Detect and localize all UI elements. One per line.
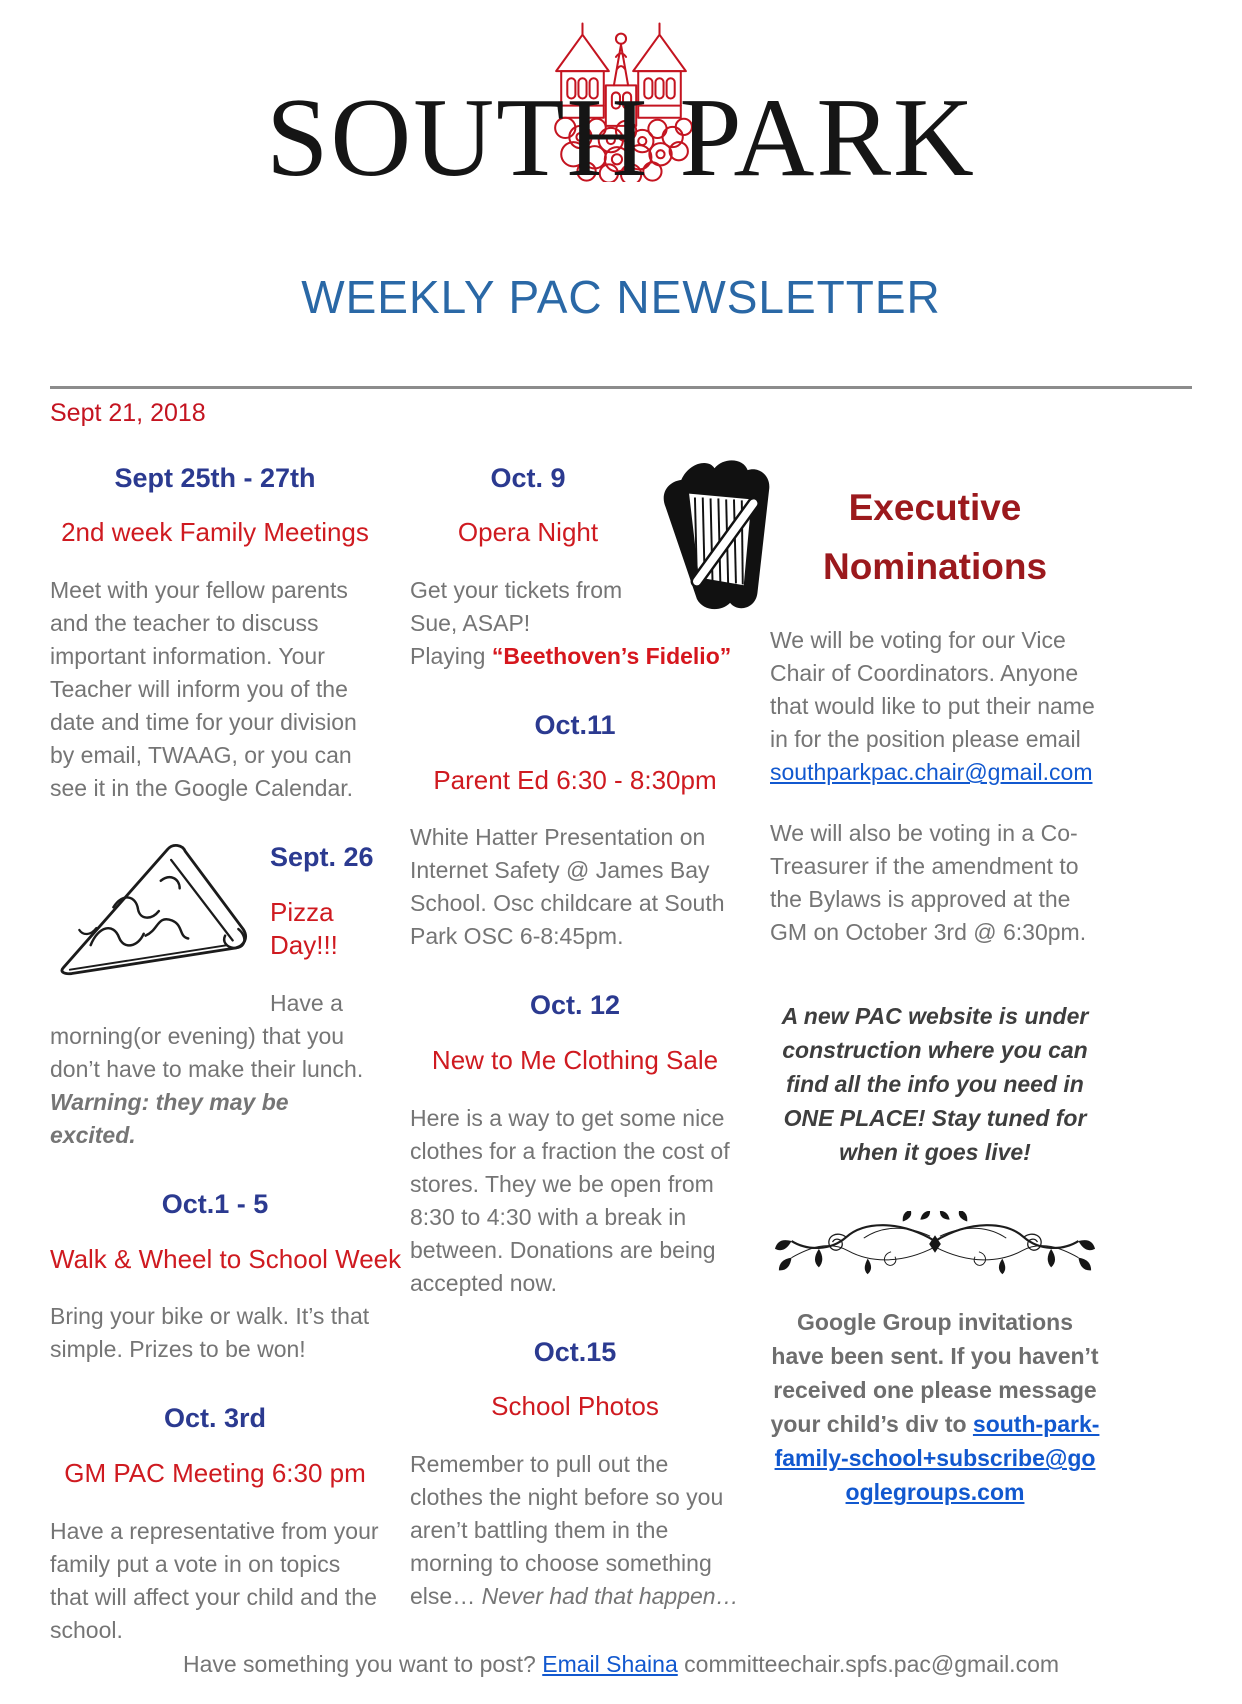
google-group-paragraph [770, 1305, 1100, 1509]
event-date-heading: Oct.1 - 5 [161, 1189, 269, 1220]
google-group-subscribe-link[interactable]: south-park-family-school+subscribe@googlegroups.com [774, 1411, 1100, 1506]
logo [50, 0, 1192, 256]
event-gm-pac-meeting [50, 1402, 380, 1646]
header-divider-line [50, 386, 1192, 389]
email-shaina-link[interactable]: Email Shaina [542, 1651, 678, 1677]
pac-website-notice: A new PAC website is under construction where you can find all the info you need in ONE PLACE! Stay tuned for when it goes live! [781, 1003, 1089, 1166]
event-title: Pizza Day!!! [270, 896, 338, 961]
event-pizza-day [50, 841, 380, 1152]
pizza-slice-icon [50, 841, 262, 983]
event-body-text: Have a morning(or evening) that you don’t have to make their lunch. [50, 990, 364, 1083]
event-title: Opera Night [457, 517, 599, 548]
event-opera-night [410, 462, 740, 673]
harp-icon [652, 456, 774, 618]
nominations-paragraph [770, 624, 1100, 789]
column-middle [410, 462, 740, 1613]
event-body-italic: Never had that happen… [481, 1582, 739, 1609]
paragraph-text: We will be voting for our Vice Chair of Coordinators. Anyone that would like to put their name in for the position please email [770, 627, 1095, 753]
event-clothing-sale [410, 989, 740, 1299]
event-body: Here is a way to get some nice clothes for a fraction the cost of stores. They we be open from 8:30 to 4:30 with a break in between. Donations are being accepted now. [410, 1104, 730, 1296]
footer [0, 1651, 1242, 1678]
content-columns [50, 462, 1192, 1647]
pac-chair-email-link[interactable]: southparkpac.chair@gmail.com [770, 759, 1093, 786]
event-title: New to Me Clothing Sale [431, 1044, 719, 1075]
event-body: Bring your bike or walk. It’s that simple. Prizes to be won! [50, 1303, 370, 1363]
event-date-heading: Oct. 3rd [163, 1403, 267, 1434]
footer-text: Have something you want to post? [182, 1651, 543, 1677]
event-body-text: Get your tickets from Sue, ASAP! [410, 577, 623, 637]
event-family-meetings [50, 462, 380, 805]
event-title: Parent Ed 6:30 - 8:30pm [433, 764, 717, 795]
event-date-heading: Oct. 9 [490, 463, 566, 493]
event-body [410, 1448, 740, 1613]
issue-date: Sept 21, 2018 [50, 399, 206, 427]
page-title: SOUTH PARK [266, 76, 976, 200]
event-body-text: Playing [410, 643, 492, 670]
event-highlight-text: “Beethoven’s Fidelio” [491, 643, 732, 670]
event-title: School Photos [491, 1390, 659, 1421]
event-date-heading: Sept. 26 [270, 842, 374, 873]
column-left [50, 462, 402, 1647]
event-body: White Hatter Presentation on Internet Safety @ James Bay School. Osc childcare at South Park OSC 6-8:45pm. [410, 824, 725, 950]
event-date-heading: Oct.15 [533, 1336, 617, 1367]
event-walk-wheel-week [50, 1188, 402, 1366]
event-body: Have a representative from your family put a vote in on topics that will affect your child and the school. [50, 1517, 379, 1643]
footer-email-text: committeechair.spfs.pac@gmail.com [677, 1651, 1060, 1677]
event-school-photos [410, 1336, 740, 1613]
event-date-heading: Sept 25th - 27th [114, 463, 316, 493]
event-parent-ed [410, 709, 740, 953]
floral-flourish-divider-icon [774, 1211, 1096, 1275]
newsletter-subtitle: WEEKLY PAC NEWSLETTER [301, 271, 941, 323]
event-title: GM PAC Meeting 6:30 pm [64, 1457, 366, 1488]
event-date-heading: Oct. 12 [529, 990, 621, 1021]
paragraph-text: Google Group invitations have been sent. If you haven’t received one please message your child’s div to [770, 1309, 1099, 1438]
co-treasurer-paragraph: We will also be voting in a Co-Treasurer if the amendment to the Bylaws is approved at the GM on October 3rd @ 6:30pm. [770, 820, 1087, 946]
column-right [770, 462, 1100, 1509]
event-body: Meet with your fellow parents and the teacher to discuss important information. Your Teacher will inform you of the date and time for your division by email, TWAAG, or you can see it in the Google Calendar. [50, 577, 357, 802]
event-date-heading: Oct.11 [534, 710, 616, 741]
event-warning-text: Warning: they may be excited. [50, 1089, 289, 1149]
event-body-text: Remember to pull out the clothes the night before so you aren’t battling them in the morning to choose something else… [410, 1450, 724, 1609]
event-title: 2nd week Family Meetings [61, 517, 369, 548]
event-body [50, 987, 380, 1152]
header [50, 0, 1192, 324]
event-title: Walk & Wheel to School Week [50, 1243, 402, 1274]
executive-nominations-heading: Executive Nominations [822, 487, 1048, 588]
